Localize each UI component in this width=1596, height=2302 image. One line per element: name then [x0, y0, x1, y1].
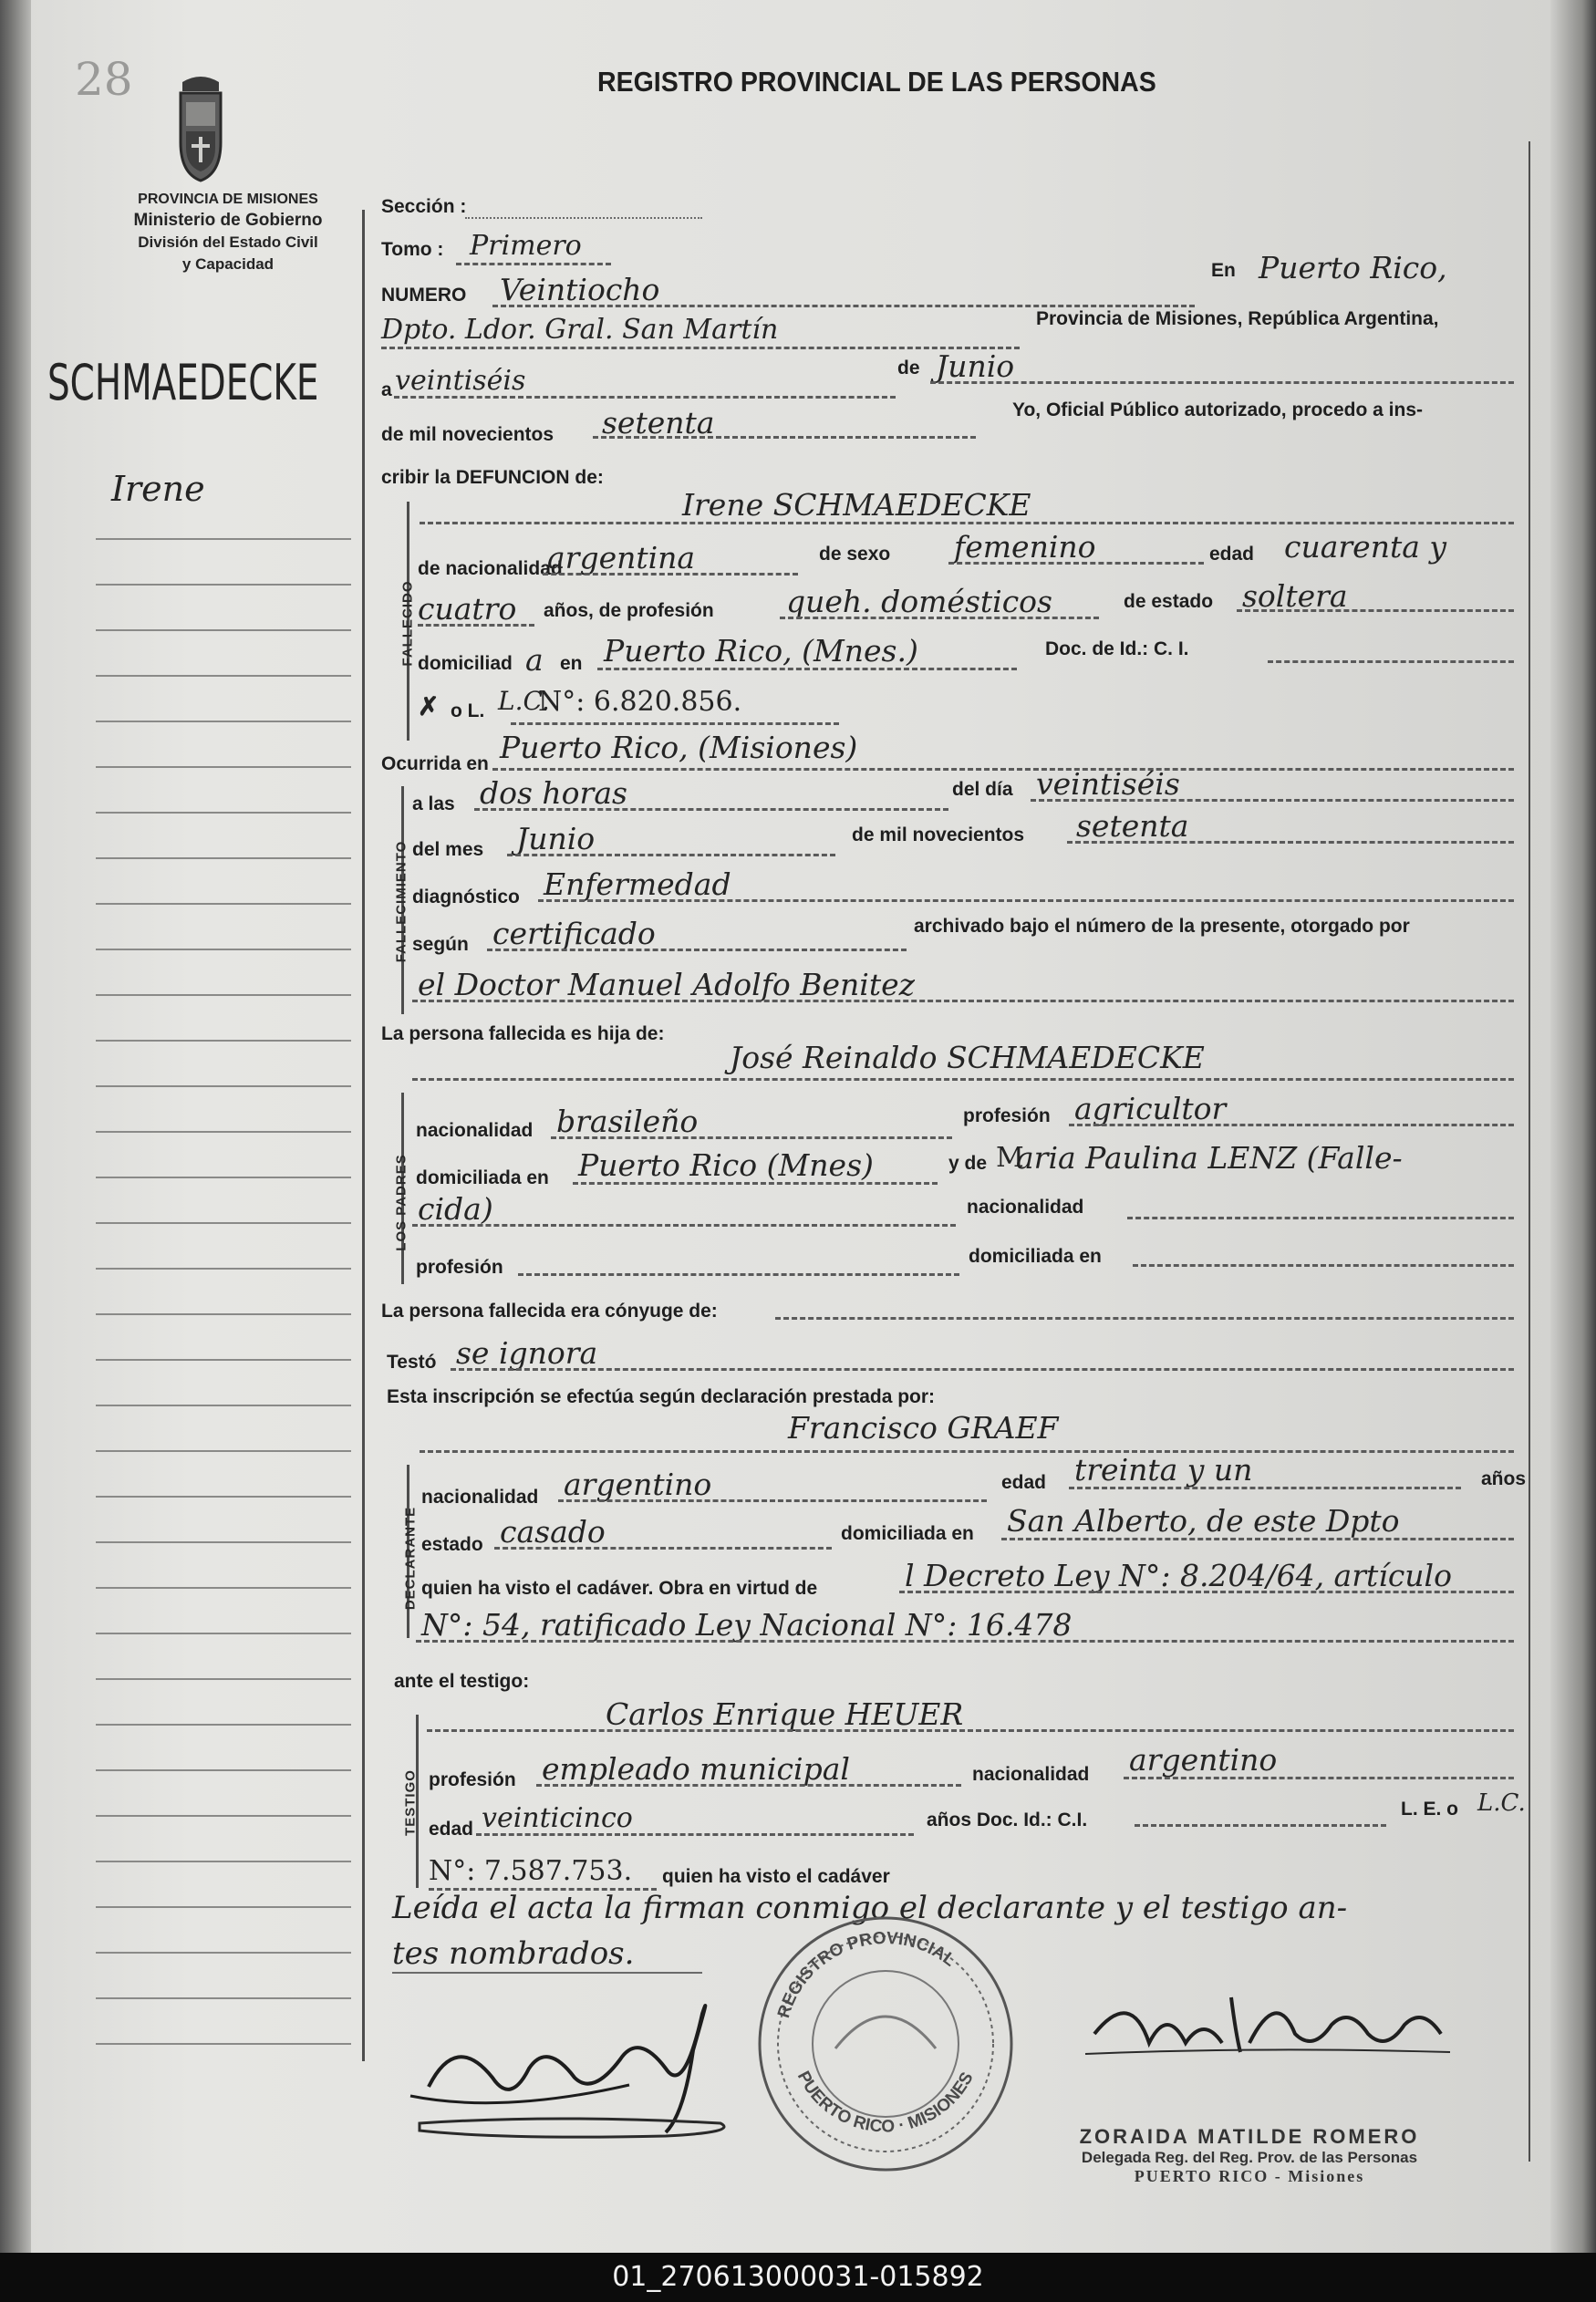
page-title: REGISTRO PROVINCIAL DE LAS PERSONAS [597, 66, 1156, 98]
padre-line [412, 1078, 1514, 1081]
value-testo: se ignora [456, 1335, 598, 1371]
margin-ruled-line [96, 812, 351, 814]
margin-ruled-line [96, 903, 351, 905]
page-number: 28 [75, 53, 133, 106]
declarante-line [420, 1450, 1514, 1453]
value-testigo: Carlos Enrique HEUER [606, 1696, 964, 1732]
edad-cont-line [418, 624, 534, 627]
anio-line [593, 436, 976, 439]
margin-ruled-line [96, 1587, 351, 1589]
testo-line [451, 1368, 1514, 1371]
value-nacionalidad: argentina [547, 540, 696, 576]
margin-surname: SCHMAEDECKE [47, 354, 319, 411]
tomo-line [456, 263, 611, 265]
margin-ruled-line [96, 1678, 351, 1680]
margin-ruled-line [96, 675, 351, 677]
label-domiciliada-en3: domiciliada en [841, 1523, 974, 1544]
margin-ruled-line [96, 1633, 351, 1634]
value-madre-cont: cida) [418, 1191, 493, 1227]
margin-ruled-line [96, 857, 351, 859]
padre-nac-line [551, 1136, 952, 1139]
margin-ruled-line [96, 1313, 351, 1315]
doc-struck-mark: ✗ [418, 691, 440, 721]
label-edad: edad [1209, 544, 1255, 565]
value-padre: José Reinaldo SCHMAEDECKE [730, 1040, 1205, 1075]
label-nacionalidad4: nacionalidad [972, 1764, 1090, 1785]
margin-ruled-line [96, 1997, 351, 1999]
label-de-mil: de mil novecientos [381, 424, 554, 445]
value-test-edad: veinticinco [482, 1802, 633, 1834]
margin-ruled-line [96, 584, 351, 586]
value-profesion: queh. domésticos [786, 584, 1052, 619]
issuer-block [91, 190, 365, 275]
label-profesion2: profesión [416, 1257, 503, 1278]
value-madre: aria Paulina LENZ (Falle- [1016, 1140, 1403, 1176]
official-seal [753, 1912, 1018, 2181]
margin-ruled-line [96, 721, 351, 722]
value-ocurrida-en: Puerto Rico, (Misiones) [500, 730, 858, 765]
decl-nac-line [558, 1499, 987, 1502]
madre-nac-line [1127, 1217, 1514, 1219]
margin-ruled-line [96, 1359, 351, 1361]
crest-icon [175, 75, 226, 187]
margin-ruled-line [96, 2043, 351, 2045]
nacionalidad-line [543, 573, 798, 576]
label-edad2: edad [1001, 1472, 1047, 1493]
label-tomo: Tomo : [381, 239, 444, 260]
testigo-line [427, 1729, 1514, 1732]
stamp-place: PUERTO RICO - Misiones [1134, 2167, 1365, 2185]
dia-fall-line [1031, 799, 1514, 802]
label-de-mes: de [897, 358, 920, 378]
test-nac-line [1124, 1777, 1514, 1779]
label-de-nacionalidad: de nacionalidad [418, 558, 563, 579]
value-dia-fall: veintiséis [1036, 766, 1180, 802]
margin-ruled-line [96, 1906, 351, 1908]
margin-given-name: Irene [111, 469, 205, 509]
label-anos-doc: años Doc. Id.: C.I. [927, 1809, 1088, 1830]
label-domiciliada-en: domiciliada en [416, 1167, 549, 1188]
margin-ruled-line [96, 1724, 351, 1726]
tag-los-padres: LOS PADRES [393, 1154, 409, 1251]
page-edge [1550, 0, 1596, 2253]
label-domiciliada-en2: domiciliada en [969, 1246, 1102, 1267]
value-edad: cuarenta y [1284, 529, 1447, 565]
margin-ruled-line [96, 1541, 351, 1543]
value-decl-edad: treinta y un [1074, 1452, 1253, 1488]
estado-line [1237, 609, 1514, 612]
value-test-profesion: empleado municipal [542, 1751, 850, 1787]
value-numero: Veintiocho [500, 272, 660, 307]
margin-divider [362, 210, 365, 2061]
label-conyuge: La persona fallecida era cónyuge de: [381, 1301, 718, 1322]
value-decl-domicilio: San Alberto, de este Dpto [1007, 1503, 1400, 1539]
value-estado: soltera [1242, 578, 1348, 614]
margin-ruled-line [96, 1131, 351, 1133]
margin-ruled-line [96, 1815, 351, 1817]
label-yo-oficial: Yo, Oficial Público autorizado, procedo a ins- [1012, 399, 1424, 420]
label-estado: estado [421, 1534, 483, 1555]
label-diagnostico: diagnóstico [412, 887, 520, 907]
segun-line [487, 949, 907, 951]
value-test-doc-type: L.C. [1477, 1789, 1526, 1817]
label-edad3: edad [429, 1819, 474, 1840]
value-nombre-fallecido: Irene SCHMAEDECKE [682, 487, 1031, 523]
seccion-line [465, 217, 702, 219]
issuer-province: PROVINCIA DE MISIONES [138, 192, 318, 207]
stamp-name: ZORAIDA MATILDE ROMERO [1079, 2125, 1420, 2148]
profesion-line [780, 617, 1099, 619]
value-edad-cont: cuatro [418, 591, 517, 627]
mes-fall-line [507, 854, 835, 856]
value-domicilio: Puerto Rico, (Mnes.) [604, 633, 918, 669]
value-doc-number: N°: 6.820.856. [538, 686, 742, 718]
label-ante-testigo: ante el testigo: [394, 1671, 530, 1692]
label-quien-visto: quien ha visto el cadáver. Obra en virtud de [421, 1578, 818, 1599]
margin-ruled-line [96, 1952, 351, 1954]
value-padre-nacionalidad: brasileño [556, 1104, 699, 1139]
value-obra-virtud: l Decreto Ley N°: 8.204/64, artículo [905, 1558, 1452, 1593]
doc-line [1268, 660, 1514, 663]
label-inscripcion: Esta inscripción se efectúa según declaración prestada por: [387, 1386, 936, 1407]
decl-edad-line [1069, 1487, 1461, 1489]
value-test-nacionalidad: argentino [1129, 1742, 1278, 1778]
value-decl-estado: casado [500, 1514, 606, 1550]
stamp-role: Delegada Reg. del Reg. Prov. de las Personas [1081, 2149, 1418, 2166]
label-a: a [381, 379, 392, 400]
value-mes-fall: Junio [516, 821, 596, 856]
margin-ruled-line [96, 1861, 351, 1862]
value-en-lugar: Puerto Rico, [1259, 250, 1447, 285]
padre-dom-line [573, 1182, 938, 1185]
label-nacionalidad3: nacionalidad [421, 1487, 539, 1508]
label-quien-ha-visto: quien ha visto el cadáver [662, 1866, 890, 1887]
seal-text-bottom: PUERTO RICO · MISIONES [793, 2068, 978, 2137]
value-dia: veintiséis [395, 365, 526, 397]
value-madre-prefix: M [996, 1142, 1024, 1174]
margin-ruled-line [96, 1496, 351, 1498]
label-de-mil2: de mil novecientos [852, 824, 1025, 845]
value-tomo: Primero [470, 230, 582, 262]
binding-edge [0, 0, 31, 2253]
label-en: En [1211, 260, 1236, 281]
value-depto: Dpto. Ldor. Gral. San Martín [381, 314, 779, 346]
value-anio-fall: setenta [1076, 808, 1189, 844]
numero-line [492, 305, 1195, 307]
depto-line [381, 347, 1020, 349]
margin-ruled-line [96, 1222, 351, 1224]
tag-fallecimiento: FALLECIMIENTO [393, 840, 409, 963]
obra-line [899, 1591, 1514, 1593]
margin-ruled-line [96, 1268, 351, 1270]
margin-ruled-line [96, 1085, 351, 1087]
label-profesion: profesión [963, 1105, 1051, 1126]
issuer-ministry: Ministerio de Gobierno [133, 211, 323, 230]
sexo-line [948, 562, 1204, 565]
label-archivado: archivado bajo el número de la presente, otorgado por [914, 916, 1410, 937]
oficial-signature [1076, 1970, 1459, 2075]
label-hija-de: La persona fallecida es hija de: [381, 1023, 665, 1044]
oficial-stamp [1021, 2125, 1477, 2186]
padre-prof-line [1069, 1124, 1514, 1126]
tag-declarante: DECLARANTE [402, 1506, 419, 1611]
margin-ruled-line [96, 949, 351, 950]
label-a-las: a las [412, 793, 455, 814]
value-padre-profesion: agricultor [1074, 1091, 1227, 1126]
label-seccion: Sección : [381, 196, 467, 217]
value-domiciliad-suffix: a [525, 642, 544, 678]
label-de-estado: de estado [1124, 591, 1214, 612]
value-sexo: femenino [954, 529, 1096, 565]
obra-cont-line [416, 1640, 1514, 1643]
doc-number-line [511, 722, 839, 725]
diagnostico-line [538, 899, 1514, 902]
label-testo: Testó [387, 1352, 437, 1373]
margin-ruled-line [96, 1177, 351, 1178]
label-ocurrida-en: Ocurrida en [381, 753, 489, 774]
test-edad-line [476, 1833, 914, 1836]
label-domiciliad: domiciliad [418, 653, 513, 674]
medico-line [412, 1000, 1514, 1002]
label-o-lc: o L. [451, 700, 485, 721]
value-hora: dos horas [480, 775, 627, 811]
label-de-sexo: de sexo [819, 544, 891, 565]
label-provincia: Provincia de Misiones, República Argentina, [1036, 308, 1439, 329]
image-caption: 01_270613000031-015892 [0, 2253, 1596, 2302]
value-mes: Junio [936, 348, 1015, 384]
value-test-doc-number: N°: 7.587.753. [429, 1855, 633, 1887]
value-doc-prefix: L.C. [498, 686, 550, 716]
label-le-o: L. E. o [1401, 1799, 1458, 1820]
label-numero: NUMERO [381, 285, 467, 306]
closing-line-1: Leída el acta la firman conmigo el declarante y el testigo an- [392, 1890, 1348, 1926]
decl-estado-line [494, 1547, 832, 1550]
closing-underline [392, 1972, 702, 1974]
label-doc-id: Doc. de Id.: C. I. [1045, 638, 1189, 659]
margin-ruled-line [96, 766, 351, 768]
dia-line [394, 396, 896, 399]
margin-ruled-line [96, 1040, 351, 1042]
value-padre-domicilio: Puerto Rico (Mnes) [578, 1147, 874, 1183]
test-prof-line [536, 1784, 961, 1787]
margin-ruled-line [96, 629, 351, 631]
nombre-line [420, 522, 1514, 524]
madre-prof-line [518, 1273, 959, 1276]
madre-cont-line [412, 1224, 956, 1227]
value-obra-virtud-cont: N°: 54, ratificado Ley Nacional N°: 16.478 [421, 1607, 1073, 1643]
margin-ruled-line [96, 994, 351, 996]
value-segun: certificado [492, 916, 656, 951]
ocurrida-line [492, 768, 1514, 771]
hora-line [474, 808, 948, 811]
label-nacionalidad2: nacionalidad [967, 1197, 1084, 1218]
label-nacionalidad: nacionalidad [416, 1120, 534, 1141]
issuer-division: División del Estado Civil [138, 233, 318, 251]
seal-text-top: REGISTRO PROVINCIAL [774, 1928, 959, 2021]
conyuge-line [775, 1317, 1514, 1320]
test-doc-line [1135, 1824, 1386, 1827]
label-del-dia: del día [952, 779, 1013, 800]
tag-testigo: TESTIGO [402, 1769, 419, 1836]
svg-text:REGISTRO PROVINCIAL [774, 1929, 959, 2020]
value-diagnostico: Enfermedad [544, 866, 731, 902]
label-del-mes: del mes [412, 839, 484, 860]
margin-ruled-line [96, 1769, 351, 1771]
label-segun: según [412, 934, 469, 955]
issuer-capacidad: y Capacidad [181, 255, 275, 273]
value-declarante: Francisco GRAEF [788, 1410, 1059, 1446]
declarante-signature [392, 1977, 775, 2146]
madre-dom-line [1133, 1264, 1514, 1267]
label-anos: años [1481, 1468, 1527, 1489]
margin-ruled-line [96, 1405, 351, 1406]
label-en2: en [560, 653, 583, 674]
margin-ruled-line [96, 538, 351, 540]
value-anio: setenta [602, 405, 715, 441]
tag-fallecido: FALLECIDO [399, 580, 416, 667]
anio-fall-line [1067, 841, 1514, 844]
value-decl-nacionalidad: argentino [564, 1467, 712, 1502]
value-medico: el Doctor Manuel Adolfo Benitez [418, 967, 916, 1002]
label-anos-profesion: años, de profesión [544, 600, 714, 621]
margin-ruled-line [96, 1450, 351, 1452]
right-border [1529, 141, 1530, 2162]
mes-line [930, 381, 1514, 384]
closing-line-2: tes nombrados. [392, 1935, 635, 1972]
label-y-de: y de [948, 1153, 988, 1174]
label-cribir: cribir la DEFUNCION de: [381, 467, 604, 488]
domicilio-line [597, 668, 1017, 670]
label-profesion3: profesión [429, 1769, 516, 1790]
decl-dom-line [1001, 1538, 1514, 1540]
